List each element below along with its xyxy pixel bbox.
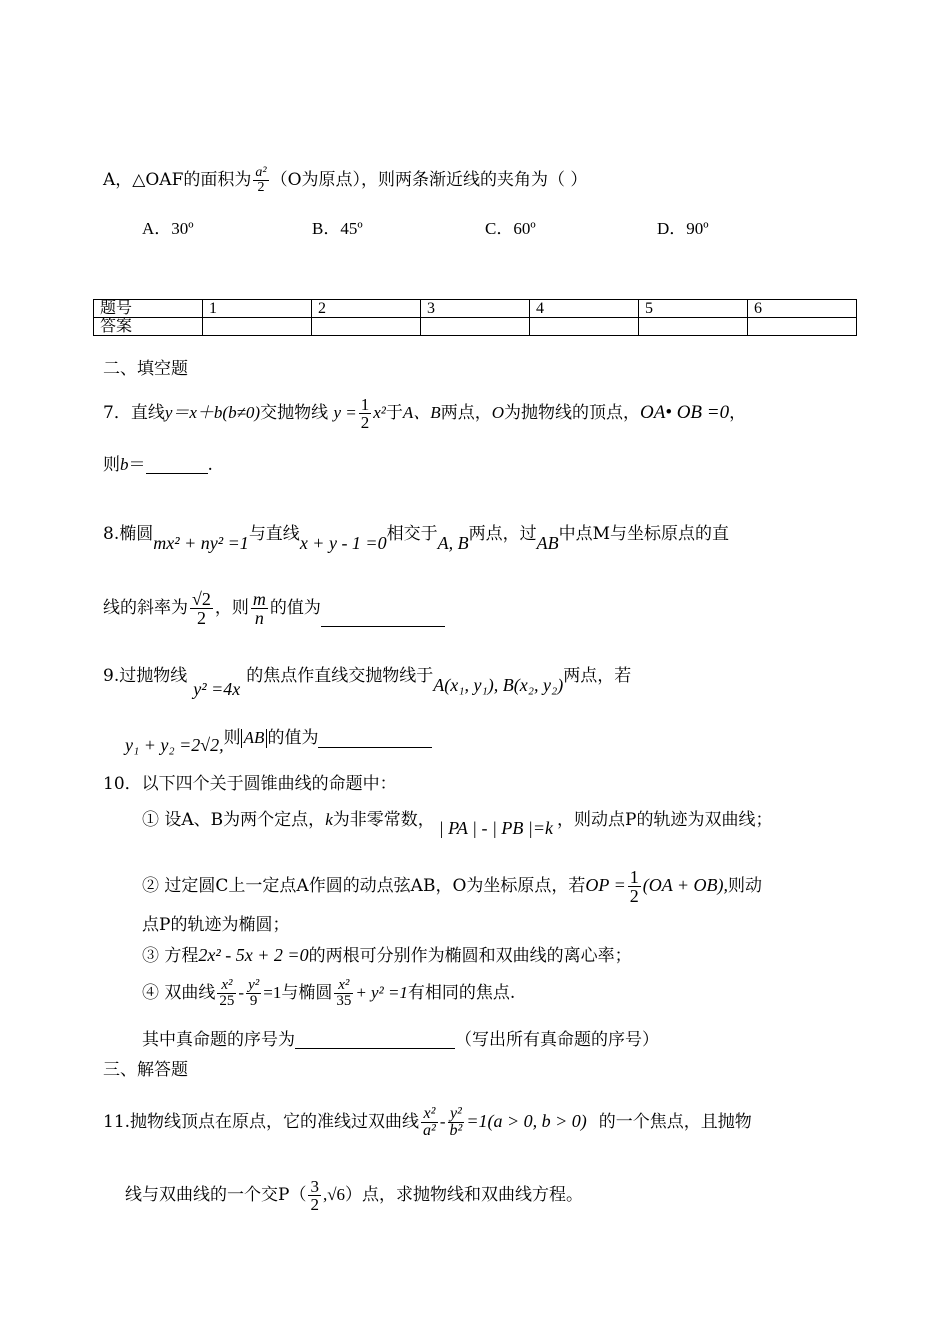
q10-s4-minus: -: [238, 983, 245, 1002]
q10-s4-b: 与椭圆: [281, 983, 333, 1003]
q8-slope-den: 2: [190, 608, 213, 627]
q11-p-rest: ,√6: [322, 1185, 346, 1204]
q10-ask-a: 其中真命题的序号为: [142, 1030, 295, 1050]
q6-frac-den: 2: [253, 180, 268, 195]
q9-p1: 9.过抛物线: [103, 666, 188, 686]
q10-s1-k: k: [325, 810, 333, 829]
q10-s4-frac3: [334, 978, 353, 1009]
q9-p2: 的焦点作直线交抛物线于: [246, 666, 434, 686]
q9-answer-blank: [318, 731, 432, 748]
q10-s2-lhs: OP =: [585, 875, 626, 895]
q10-statement-2-cont: 点P的轨迹为椭圆；: [142, 915, 290, 935]
q7-points: A、B: [402, 403, 441, 422]
q7-eq1: y＝x＋b(b≠0): [164, 403, 261, 422]
q10-s2-rhs: (OA + OB),: [642, 875, 729, 895]
q8-mn-den: n: [251, 608, 268, 627]
q9-points: A(x₁, y₁), B(x₂, y₂): [433, 675, 564, 695]
q10-s3-eq: 2x² - 5x + 2 =0: [198, 945, 309, 965]
q7-origin: O: [491, 403, 504, 422]
answer-cell: [421, 318, 530, 336]
q7-answer-blank: [146, 457, 208, 474]
q8-mn-fraction: [251, 590, 268, 627]
q8-slope-num: √2: [192, 589, 211, 609]
q10-intro: 10．以下四个关于圆锥曲线的命题中：: [103, 774, 397, 794]
q7-comma: ，: [729, 403, 747, 423]
q10-s2-den: 2: [629, 886, 639, 906]
q10-s4-den1: 25: [219, 993, 235, 1009]
q11-p-num: 3: [310, 1177, 319, 1196]
table-cell-number: 2: [312, 300, 421, 318]
q7-line2: [103, 456, 213, 474]
q7-line2-b: ＝: [128, 455, 146, 475]
q10-s2-num: 1: [629, 867, 639, 887]
q7-p1: 7．直线: [103, 403, 165, 423]
q6-stem-b: （O为原点），则两条渐近线的夹角为（ ）: [270, 170, 588, 190]
q10-s4-den2: 9: [246, 993, 261, 1009]
q8-eq1: mx² + ny² =1: [153, 533, 249, 553]
q6-stem: [103, 166, 587, 195]
q10-s2-fraction: [628, 868, 641, 905]
q9-p3: 两点，若: [563, 666, 632, 686]
section-heading-fill: 二、填空题: [103, 359, 188, 379]
q8-p4: 两点，过: [468, 524, 537, 544]
answer-cell: [203, 318, 312, 336]
q7-line1: [103, 396, 746, 431]
q8-ab: A, B: [437, 533, 469, 553]
q10-statement-2: [142, 868, 762, 905]
q8-p3: 相交于: [386, 524, 438, 544]
q10-statement-3: [142, 946, 632, 965]
q10-s4-frac1: [217, 978, 236, 1009]
q6-choice-b: B．45º: [312, 219, 363, 238]
q10-s4-eq2: + y² =1: [355, 983, 408, 1002]
q11-line1: [103, 1106, 752, 1139]
q9-ab: AB: [243, 728, 265, 747]
q10-s1-b: 为非零常数，: [332, 810, 435, 830]
q11-line2-a: 线与双曲线的一个交P（: [125, 1185, 307, 1205]
q7-b: b: [120, 455, 129, 474]
q7-line2-a: 则: [103, 455, 120, 475]
answer-cell: [639, 318, 748, 336]
q8-p5: 中点M与坐标原点的直: [558, 524, 729, 544]
q11-num2: y²: [449, 1105, 462, 1122]
q6-choice-c: C．60º: [485, 219, 536, 238]
table-label-number: 题号: [94, 300, 203, 318]
q8-line2-a: 线的斜率为: [103, 598, 188, 618]
q10-answer-blank: [295, 1032, 455, 1049]
answer-cell: [312, 318, 421, 336]
q9-eq1: y² =4x: [193, 679, 241, 699]
q11-line2: [125, 1178, 583, 1213]
q10-s4-num3: x²: [338, 977, 350, 993]
q8-p2: 与直线: [248, 524, 300, 544]
q8-eq2: x + y - 1 =0: [299, 533, 387, 553]
table-cell-number: 5: [639, 300, 748, 318]
q11-minus: -: [439, 1112, 446, 1131]
q7-p2: 交抛物线: [260, 403, 329, 423]
q10-s1-c: ，则动点P的轨迹为双曲线；: [557, 810, 773, 830]
q11-p-den: 2: [310, 1195, 319, 1214]
table-label-answer: 答案: [94, 318, 203, 336]
q10-s1-eq: | PA | - | PB |=k: [438, 818, 553, 838]
q8-line2: [103, 590, 445, 627]
q7-p5: 为抛物线的顶点，: [503, 403, 640, 423]
q7-eq2-num: 1: [360, 395, 370, 414]
q10-s4-frac2: [246, 978, 261, 1009]
q7-p4: 两点，: [440, 403, 492, 423]
q10-s4-num2: y²: [248, 977, 260, 993]
q10-s4-a: ④ 双曲线: [142, 983, 216, 1003]
q6-choice-d: D．90º: [657, 219, 709, 238]
section-heading-solve: 三、解答题: [103, 1060, 188, 1080]
q10-s4-num1: x²: [221, 977, 233, 993]
q10-s4-eq1: =1: [263, 983, 282, 1002]
q6-fraction: [253, 166, 268, 195]
q8-slope-fraction: [190, 590, 213, 627]
q10-s2-b: 则动: [728, 876, 763, 896]
q7-eq2-rhs: x²: [373, 403, 386, 422]
q10-ask-b: （写出所有真命题的序号）: [455, 1030, 659, 1050]
q10-s1-a: ① 设A、B为两个定点，: [142, 810, 326, 830]
q8-line2-b: ，则: [214, 598, 249, 618]
q10-s2-a: ② 过定圆C上一定点A作圆的动点弦AB，O为坐标原点，若: [142, 876, 586, 896]
table-row-answers: [94, 318, 857, 336]
q10-s4-den3: 35: [336, 993, 352, 1009]
table-cell-number: 1: [203, 300, 312, 318]
q8-p1: 8.椭圆: [103, 524, 154, 544]
q11-p2: 的一个焦点，且抛物: [598, 1112, 752, 1132]
q10-s3-a: ③ 方程: [142, 946, 199, 966]
q10-statement-4: [142, 978, 515, 1009]
q10-ask: [142, 1032, 659, 1049]
q7-eq2-lhs: y =: [333, 403, 357, 422]
answer-table: [93, 299, 857, 336]
q9-condition: y₁ + y₂ =2√2,: [125, 735, 224, 755]
q8-line2-c: 的值为: [269, 598, 321, 618]
q9-ab-abs: [241, 729, 268, 748]
q7-p3: 于: [385, 403, 403, 423]
q9-p5: 的值为: [267, 728, 319, 748]
q6-stem-a: A，△OAF的面积为: [103, 170, 252, 190]
q11-num1: x²: [423, 1105, 436, 1122]
q11-den2: b²: [449, 1122, 463, 1139]
q8-line1: [103, 524, 729, 553]
answer-cell: [748, 318, 857, 336]
q9-line1: [103, 666, 632, 699]
table-cell-number: 4: [530, 300, 639, 318]
q7-line2-end: .: [207, 455, 213, 475]
q10-statement-1: [142, 810, 773, 838]
q7-dot-product: OA• OB =0: [639, 402, 730, 423]
q8-answer-blank: [321, 610, 445, 627]
q11-frac2: [448, 1106, 465, 1139]
q10-s4-c: 有相同的焦点.: [407, 983, 516, 1003]
table-cell-number: 3: [421, 300, 530, 318]
q6-choice-a: A．30º: [142, 219, 194, 238]
q9-p4: 则: [223, 728, 241, 748]
q6-frac-num: a²: [255, 165, 267, 180]
q11-line2-b: ）点，求抛物线和双曲线方程。: [345, 1185, 584, 1205]
table-row-numbers: [94, 300, 857, 318]
q11-eq: =1(a > 0, b > 0): [466, 1111, 587, 1131]
q7-eq2-den: 2: [360, 413, 370, 432]
q8-mn-num: m: [252, 589, 266, 609]
q9-line2: [125, 728, 432, 755]
q10-s3-b: 的两根可分别作为椭圆和双曲线的离心率；: [308, 946, 632, 966]
q7-eq2-fraction: [359, 396, 372, 431]
answer-cell: [530, 318, 639, 336]
table-cell-number: 6: [748, 300, 857, 318]
q8-ab2: AB: [536, 533, 559, 553]
q11-p1: 11.抛物线顶点在原点，它的准线过双曲线: [103, 1112, 420, 1132]
q11-frac1: [421, 1106, 438, 1139]
q11-den1: a²: [423, 1122, 436, 1139]
q11-p-fraction: [308, 1178, 321, 1213]
